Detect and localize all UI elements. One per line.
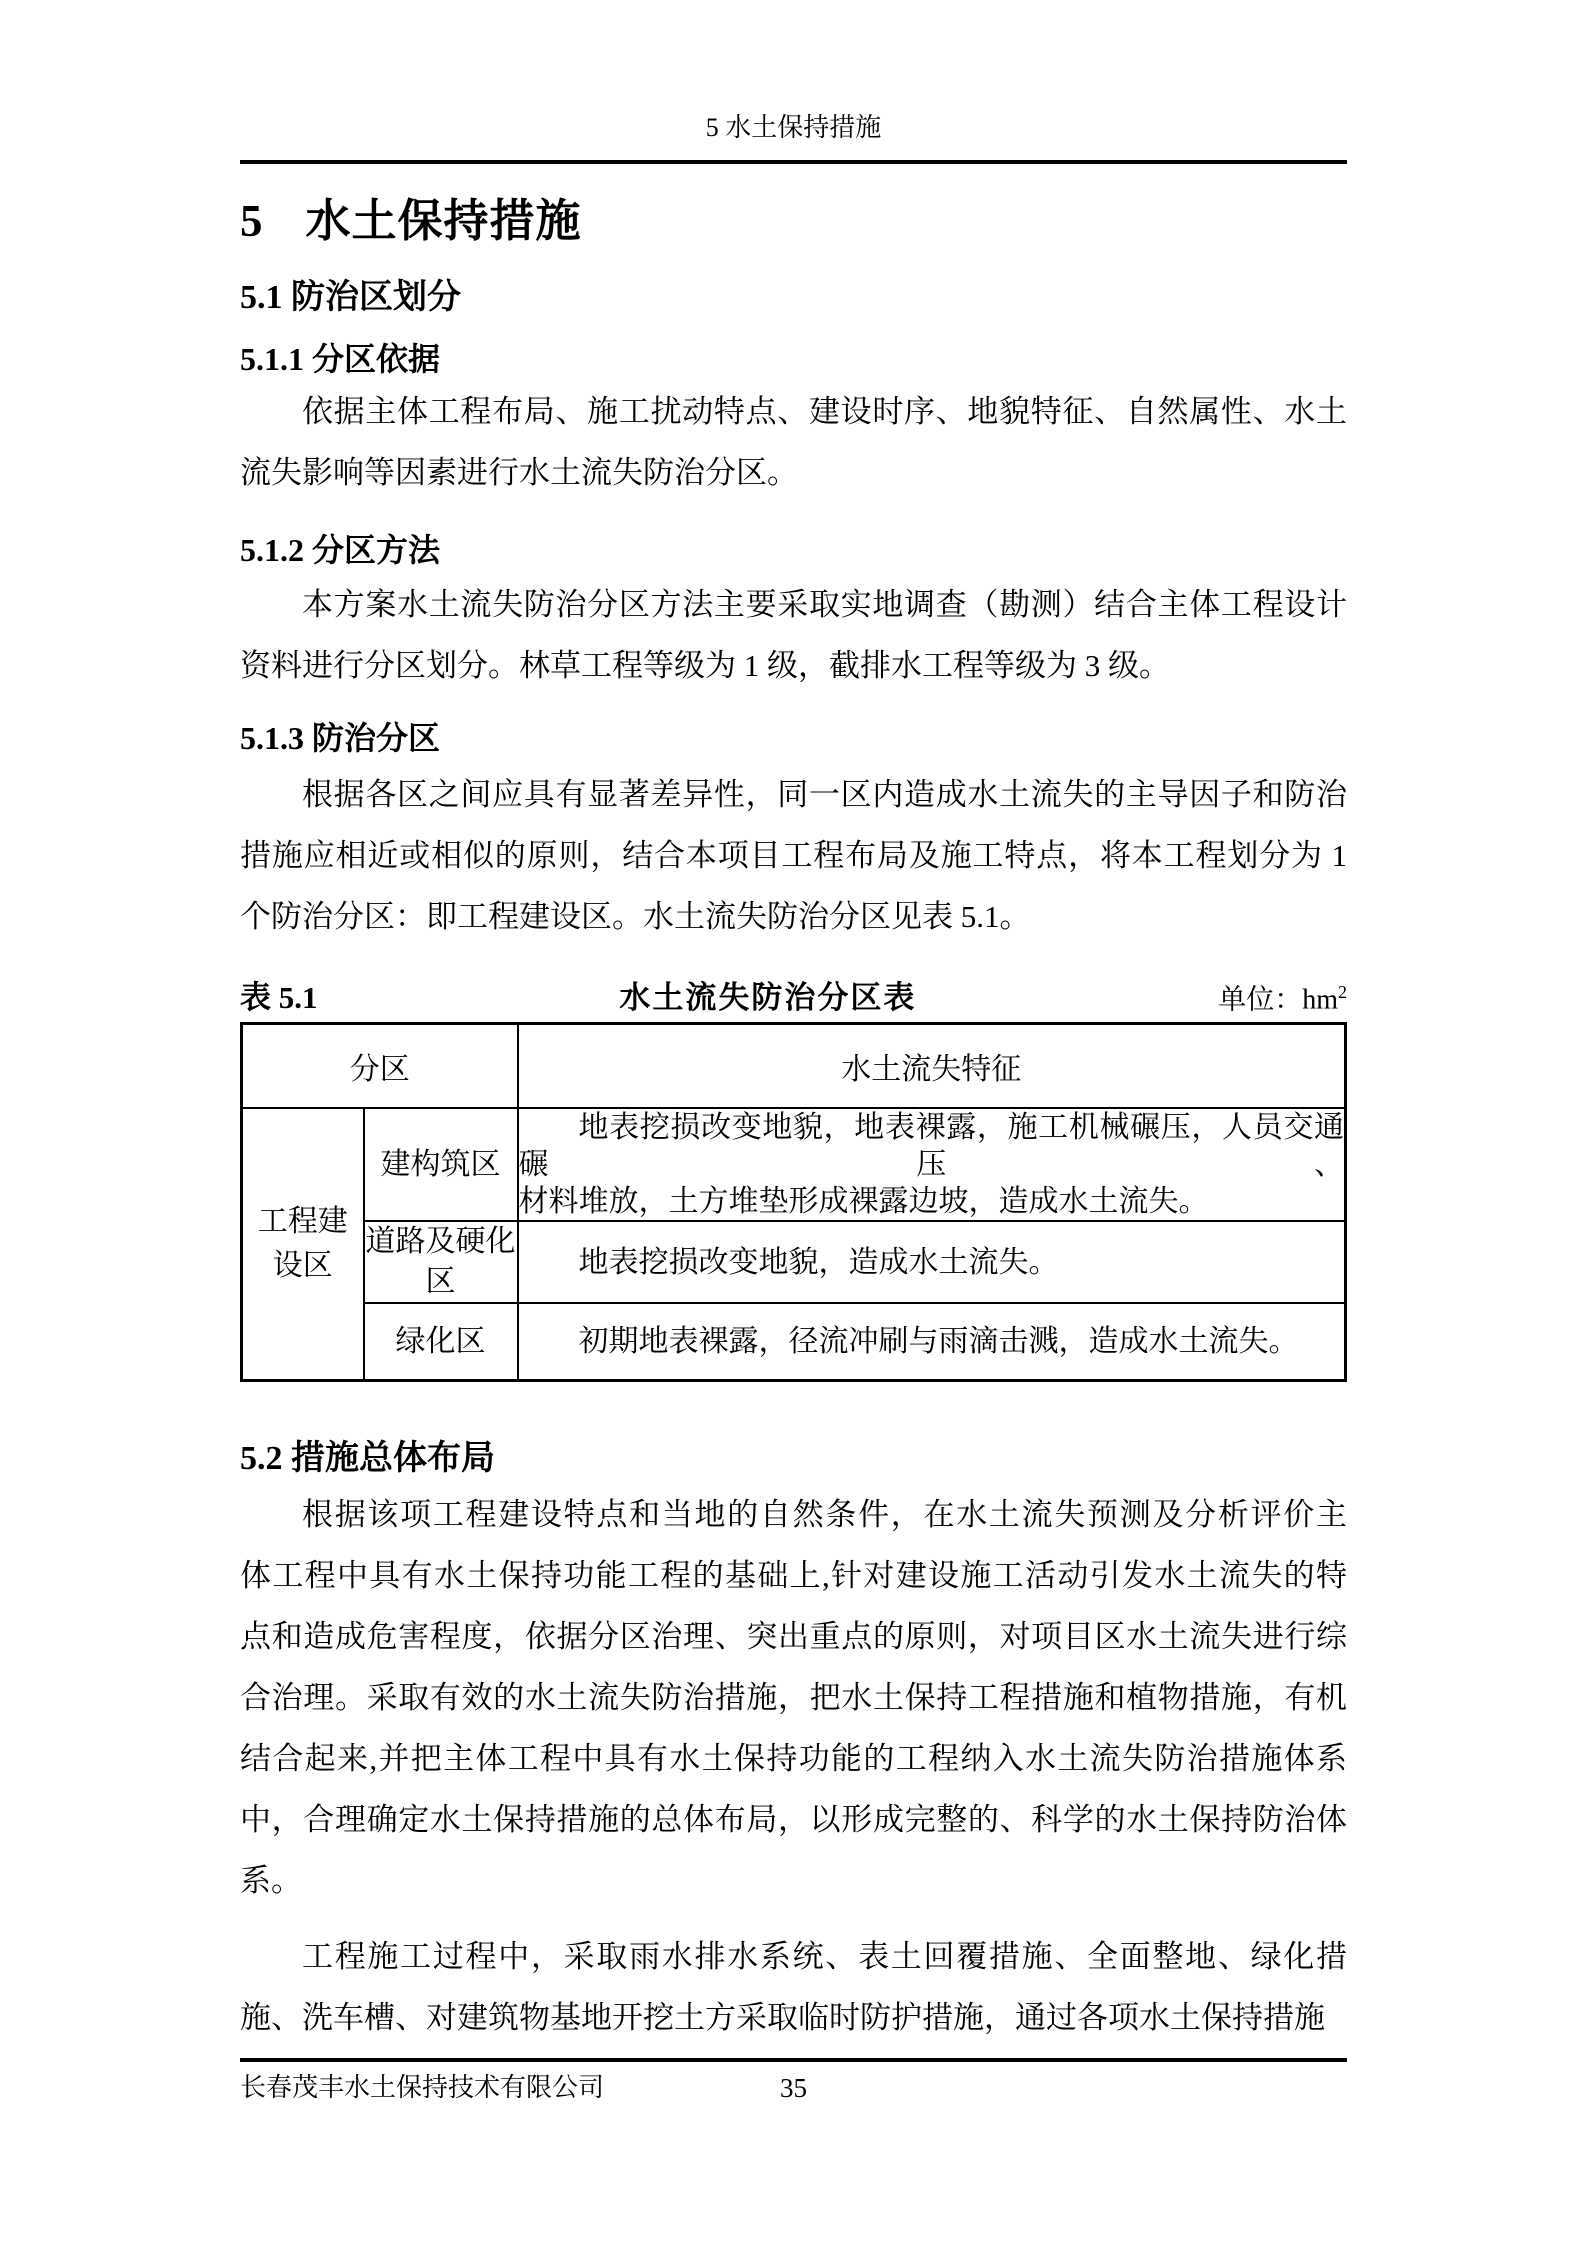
text-line: 点和造成危害程度，依据分区治理、突出重点的原则，对项目区水土流失进行综 xyxy=(240,1619,1347,1655)
text-line: 本方案水土流失防治分区方法主要采取实地调查（勘测）结合主体工程设计 xyxy=(302,587,1347,622)
chapter-title-text: 水土保持措施 xyxy=(305,196,582,246)
text-line: 中，合理确定水土保持措施的总体布局，以形成完整的、科学的水土保持防治体 xyxy=(240,1802,1347,1838)
paragraph-5-2-a xyxy=(240,1484,1347,1911)
text-line: 合治理。采取有效的水土流失防治措施，把水土保持工程措施和植物措施，有机 xyxy=(240,1680,1347,1716)
table-zone-cell: 绿化区 xyxy=(364,1303,518,1381)
table-header-row xyxy=(242,1024,1346,1109)
table-header-zone: 分区 xyxy=(242,1024,518,1109)
table-feature-cell xyxy=(518,1303,1346,1381)
table-zone-cell: 建构筑区 xyxy=(364,1108,518,1221)
section-heading-5-2: 5.2 措施总体布局 xyxy=(240,1440,495,1478)
table-group-cell: 工程建设区 xyxy=(242,1108,364,1381)
text-line: 措施应相近或相似的原则，结合本项目工程布局及施工特点，将本工程划分为 1 xyxy=(240,838,1347,873)
footer-row xyxy=(240,2062,1347,2105)
table-unit xyxy=(1218,972,1347,1020)
table-unit-value: hm xyxy=(1302,984,1338,1016)
section-heading-5-1-3: 5.1.3 防治分区 xyxy=(240,720,441,756)
section-heading-5-1: 5.1 防治区划分 xyxy=(240,279,461,316)
table-caption-title: 水土流失防治分区表 xyxy=(619,980,917,1016)
text-line: 结合起来,并把主体工程中具有水土保持功能的工程纳入水土流失防治措施体系 xyxy=(240,1741,1347,1777)
text-line: 流失影响等因素进行水土流失防治分区。 xyxy=(240,455,798,490)
table-feature-cell xyxy=(518,1108,1346,1221)
text-line: 依据主体工程布局、施工扰动特点、建设时序、地貌特征、自然属性、水土 xyxy=(302,394,1347,429)
table-header-feature: 水土流失特征 xyxy=(518,1024,1346,1109)
header-rule xyxy=(240,160,1347,164)
text-line: 个防治分区：即工程建设区。水土流失防治分区见表 5.1。 xyxy=(240,899,1031,934)
chapter-number: 5 xyxy=(240,196,264,246)
text-line: 地表挖损改变地貌，造成水土流失。 xyxy=(578,1245,1059,1279)
text-line: 根据各区之间应具有显著差异性，同一区内造成水土流失的主导因子和防治 xyxy=(302,777,1347,812)
zoning-table xyxy=(240,1022,1347,1382)
section-heading-5-1-2: 5.1.2 分区方法 xyxy=(240,532,441,568)
paragraph-5-1-2 xyxy=(240,574,1347,696)
text-line: 地表挖损改变地貌，地表裸露，施工机械碾压，人员交通碾压、 xyxy=(518,1111,1344,1182)
text-line: 体工程中具有水土保持功能工程的基础上,针对建设施工活动引发水土流失的特 xyxy=(240,1558,1347,1594)
text-line: 施、洗车槽、对建筑物基地开挖土方采取临时防护措施，通过各项水土保持措施 xyxy=(240,2000,1325,2036)
text-line: 工程施工过程中，采取雨水排水系统、表土回覆措施、全面整地、绿化措 xyxy=(302,1939,1347,1975)
table-row xyxy=(242,1221,1346,1303)
footer-page-number: 35 xyxy=(780,2073,807,2103)
chapter-title xyxy=(240,193,1347,249)
page-footer xyxy=(240,2058,1347,2105)
table-feature-cell xyxy=(518,1221,1346,1303)
footer-company: 长春茂丰水土保持技术有限公司 xyxy=(240,2073,605,2102)
table-row xyxy=(242,1303,1346,1381)
table-unit-sup: 2 xyxy=(1337,982,1347,1002)
paragraph-5-1-1 xyxy=(240,381,1347,503)
text-line: 材料堆放，土方堆垫形成裸露边坡，造成水土流失。 xyxy=(518,1185,1209,1219)
paragraph-5-2-b xyxy=(240,1926,1347,2048)
text-line: 初期地表裸露，径流冲刷与雨滴击溅，造成水土流失。 xyxy=(578,1325,1299,1359)
text-line: 系。 xyxy=(240,1863,302,1899)
paragraph-5-1-3 xyxy=(240,764,1347,947)
table-unit-prefix: 单位： xyxy=(1218,984,1303,1016)
running-header: 5 水土保持措施 xyxy=(705,113,882,142)
text-line: 根据该项工程建设特点和当地的自然条件，在水土流失预测及分析评价主 xyxy=(302,1497,1347,1533)
table-row xyxy=(242,1108,1346,1221)
table-zone-cell: 道路及硬化区 xyxy=(364,1221,518,1303)
text-line: 资料进行分区划分。林草工程等级为 1 级，截排水工程等级为 3 级。 xyxy=(240,648,1170,683)
table-caption-label: 表 5.1 xyxy=(240,980,318,1016)
table-caption xyxy=(240,972,1347,1020)
section-heading-5-1-1: 5.1.1 分区依据 xyxy=(240,341,441,377)
